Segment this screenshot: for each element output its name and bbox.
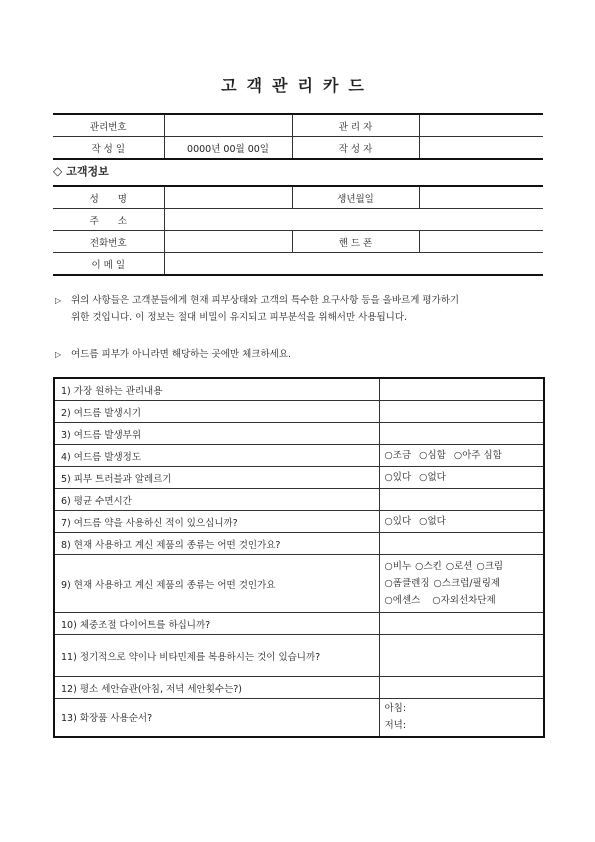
- survey-question-10: 10) 체중조절 다이어트를 하십니까?: [54, 613, 379, 635]
- survey-answer-9: [379, 555, 544, 613]
- phone-label: 전화번호: [53, 231, 164, 253]
- checkbox-sunscreen[interactable]: ○자외선차단제: [432, 595, 496, 606]
- manager-value[interactable]: [419, 114, 543, 137]
- phone-field[interactable]: [164, 231, 292, 253]
- checkbox-cream[interactable]: ○크림: [476, 561, 504, 572]
- survey-answer-3[interactable]: [379, 423, 544, 445]
- survey-question-7: 7) 여드름 약을 사용하신 적이 있으십니까?: [54, 511, 379, 533]
- survey-answer-1[interactable]: [379, 378, 544, 401]
- survey-question-4: 4) 여드름 발생정도: [54, 445, 379, 467]
- survey-question-9: 9) 현재 사용하고 계신 제품의 종류는 어떤 것인가요: [54, 555, 379, 613]
- email-field[interactable]: [164, 253, 543, 276]
- radio-option-little[interactable]: ○조금: [384, 450, 412, 461]
- checkbox-soap[interactable]: ○비누: [384, 561, 412, 572]
- manager-label: 관 리 자: [292, 114, 419, 137]
- mgmt-number-label: 관리번호: [53, 114, 164, 137]
- customer-info-table: [53, 185, 543, 276]
- address-field[interactable]: [164, 209, 543, 231]
- privacy-note-line2: 위한 것입니다. 이 정보는 절대 비밀이 유지되고 피부분석을 위해서만 사용됩니다.: [71, 312, 408, 323]
- survey-answer-8[interactable]: [379, 533, 544, 555]
- survey-answer-4: [379, 445, 544, 467]
- survey-question-11: 11) 정기적으로 약이나 비타민제를 복용하시는 것이 있습니까?: [54, 635, 379, 677]
- name-label: 성 명: [53, 186, 164, 209]
- checkbox-lotion[interactable]: ○로션: [445, 561, 473, 572]
- survey-answer-2[interactable]: [379, 401, 544, 423]
- created-date-label: 작 성 일: [53, 137, 164, 160]
- birth-label: 생년월일: [292, 186, 419, 209]
- checkbox-foam-cleansing[interactable]: ○폼클렌징: [384, 578, 430, 589]
- name-field[interactable]: [164, 186, 292, 209]
- created-date-value[interactable]: 0000년 00월 00일: [164, 137, 292, 160]
- checkbox-scrub-peeling[interactable]: ○스크럽/필링제: [433, 578, 501, 589]
- checkbox-skin[interactable]: ○스킨: [415, 561, 442, 572]
- check-instruction: [55, 346, 291, 363]
- survey-table: [53, 377, 545, 738]
- author-value[interactable]: [419, 137, 543, 160]
- survey-question-3: 3) 여드름 발생부위: [54, 423, 379, 445]
- arrow-right-icon: ▷: [55, 296, 62, 305]
- survey-question-2: 2) 여드름 발생시기: [54, 401, 379, 423]
- birth-field[interactable]: [419, 186, 543, 209]
- management-table: [53, 113, 543, 160]
- customer-info-heading-text: 고객정보: [66, 165, 109, 178]
- survey-answer-5: [379, 467, 544, 489]
- survey-question-12: 12) 평소 세안습관(아침, 저녁 세안횟수는?): [54, 677, 379, 699]
- survey-answer-6[interactable]: [379, 489, 544, 511]
- radio-option-yes[interactable]: ○있다: [384, 472, 412, 483]
- radio-option-no[interactable]: ○없다: [419, 516, 446, 527]
- mobile-field[interactable]: [419, 231, 543, 253]
- radio-option-yes[interactable]: ○있다: [384, 516, 412, 527]
- address-label: 주 소: [53, 209, 164, 231]
- check-instruction-text: 여드름 피부가 아니라면 해당하는 곳에만 체크하세요.: [71, 349, 292, 360]
- morning-label[interactable]: 아침:: [384, 703, 407, 715]
- arrow-right-icon: ▷: [55, 350, 62, 359]
- survey-question-5: 5) 피부 트러블과 알레르기: [54, 467, 379, 489]
- mgmt-number-value[interactable]: [164, 114, 292, 137]
- survey-answer-13: [379, 699, 544, 737]
- customer-info-heading: [53, 163, 109, 179]
- survey-answer-12[interactable]: [379, 677, 544, 699]
- evening-label[interactable]: 저녁:: [384, 720, 407, 732]
- radio-option-severe[interactable]: ○심함: [419, 450, 446, 461]
- privacy-note: [55, 292, 459, 326]
- radio-option-very-severe[interactable]: ○아주 심함: [453, 450, 502, 461]
- email-label: 이 메 일: [53, 253, 164, 276]
- survey-question-6: 6) 평균 수면시간: [54, 489, 379, 511]
- diamond-icon: ◇: [53, 164, 63, 178]
- survey-question-1: 1) 가장 원하는 관리내용: [54, 378, 379, 401]
- author-label: 작 성 자: [292, 137, 419, 160]
- survey-answer-11[interactable]: [379, 635, 544, 677]
- survey-question-13: 13) 화장품 사용순서?: [54, 699, 379, 737]
- survey-answer-10[interactable]: [379, 613, 544, 635]
- radio-option-no[interactable]: ○없다: [419, 472, 446, 483]
- survey-question-8: 8) 현재 사용하고 계신 제품의 종류는 어떤 것인가요?: [54, 533, 379, 555]
- privacy-note-line1: 위의 사항들은 고객분들에게 현재 피부상태와 고객의 특수한 요구사항 등을 올바르게 평가하기: [71, 295, 460, 306]
- checkbox-essence[interactable]: ○에센스: [384, 595, 421, 606]
- page-title: 고객관리카드: [221, 76, 374, 95]
- survey-answer-7: [379, 511, 544, 533]
- mobile-label: 핸 드 폰: [292, 231, 419, 253]
